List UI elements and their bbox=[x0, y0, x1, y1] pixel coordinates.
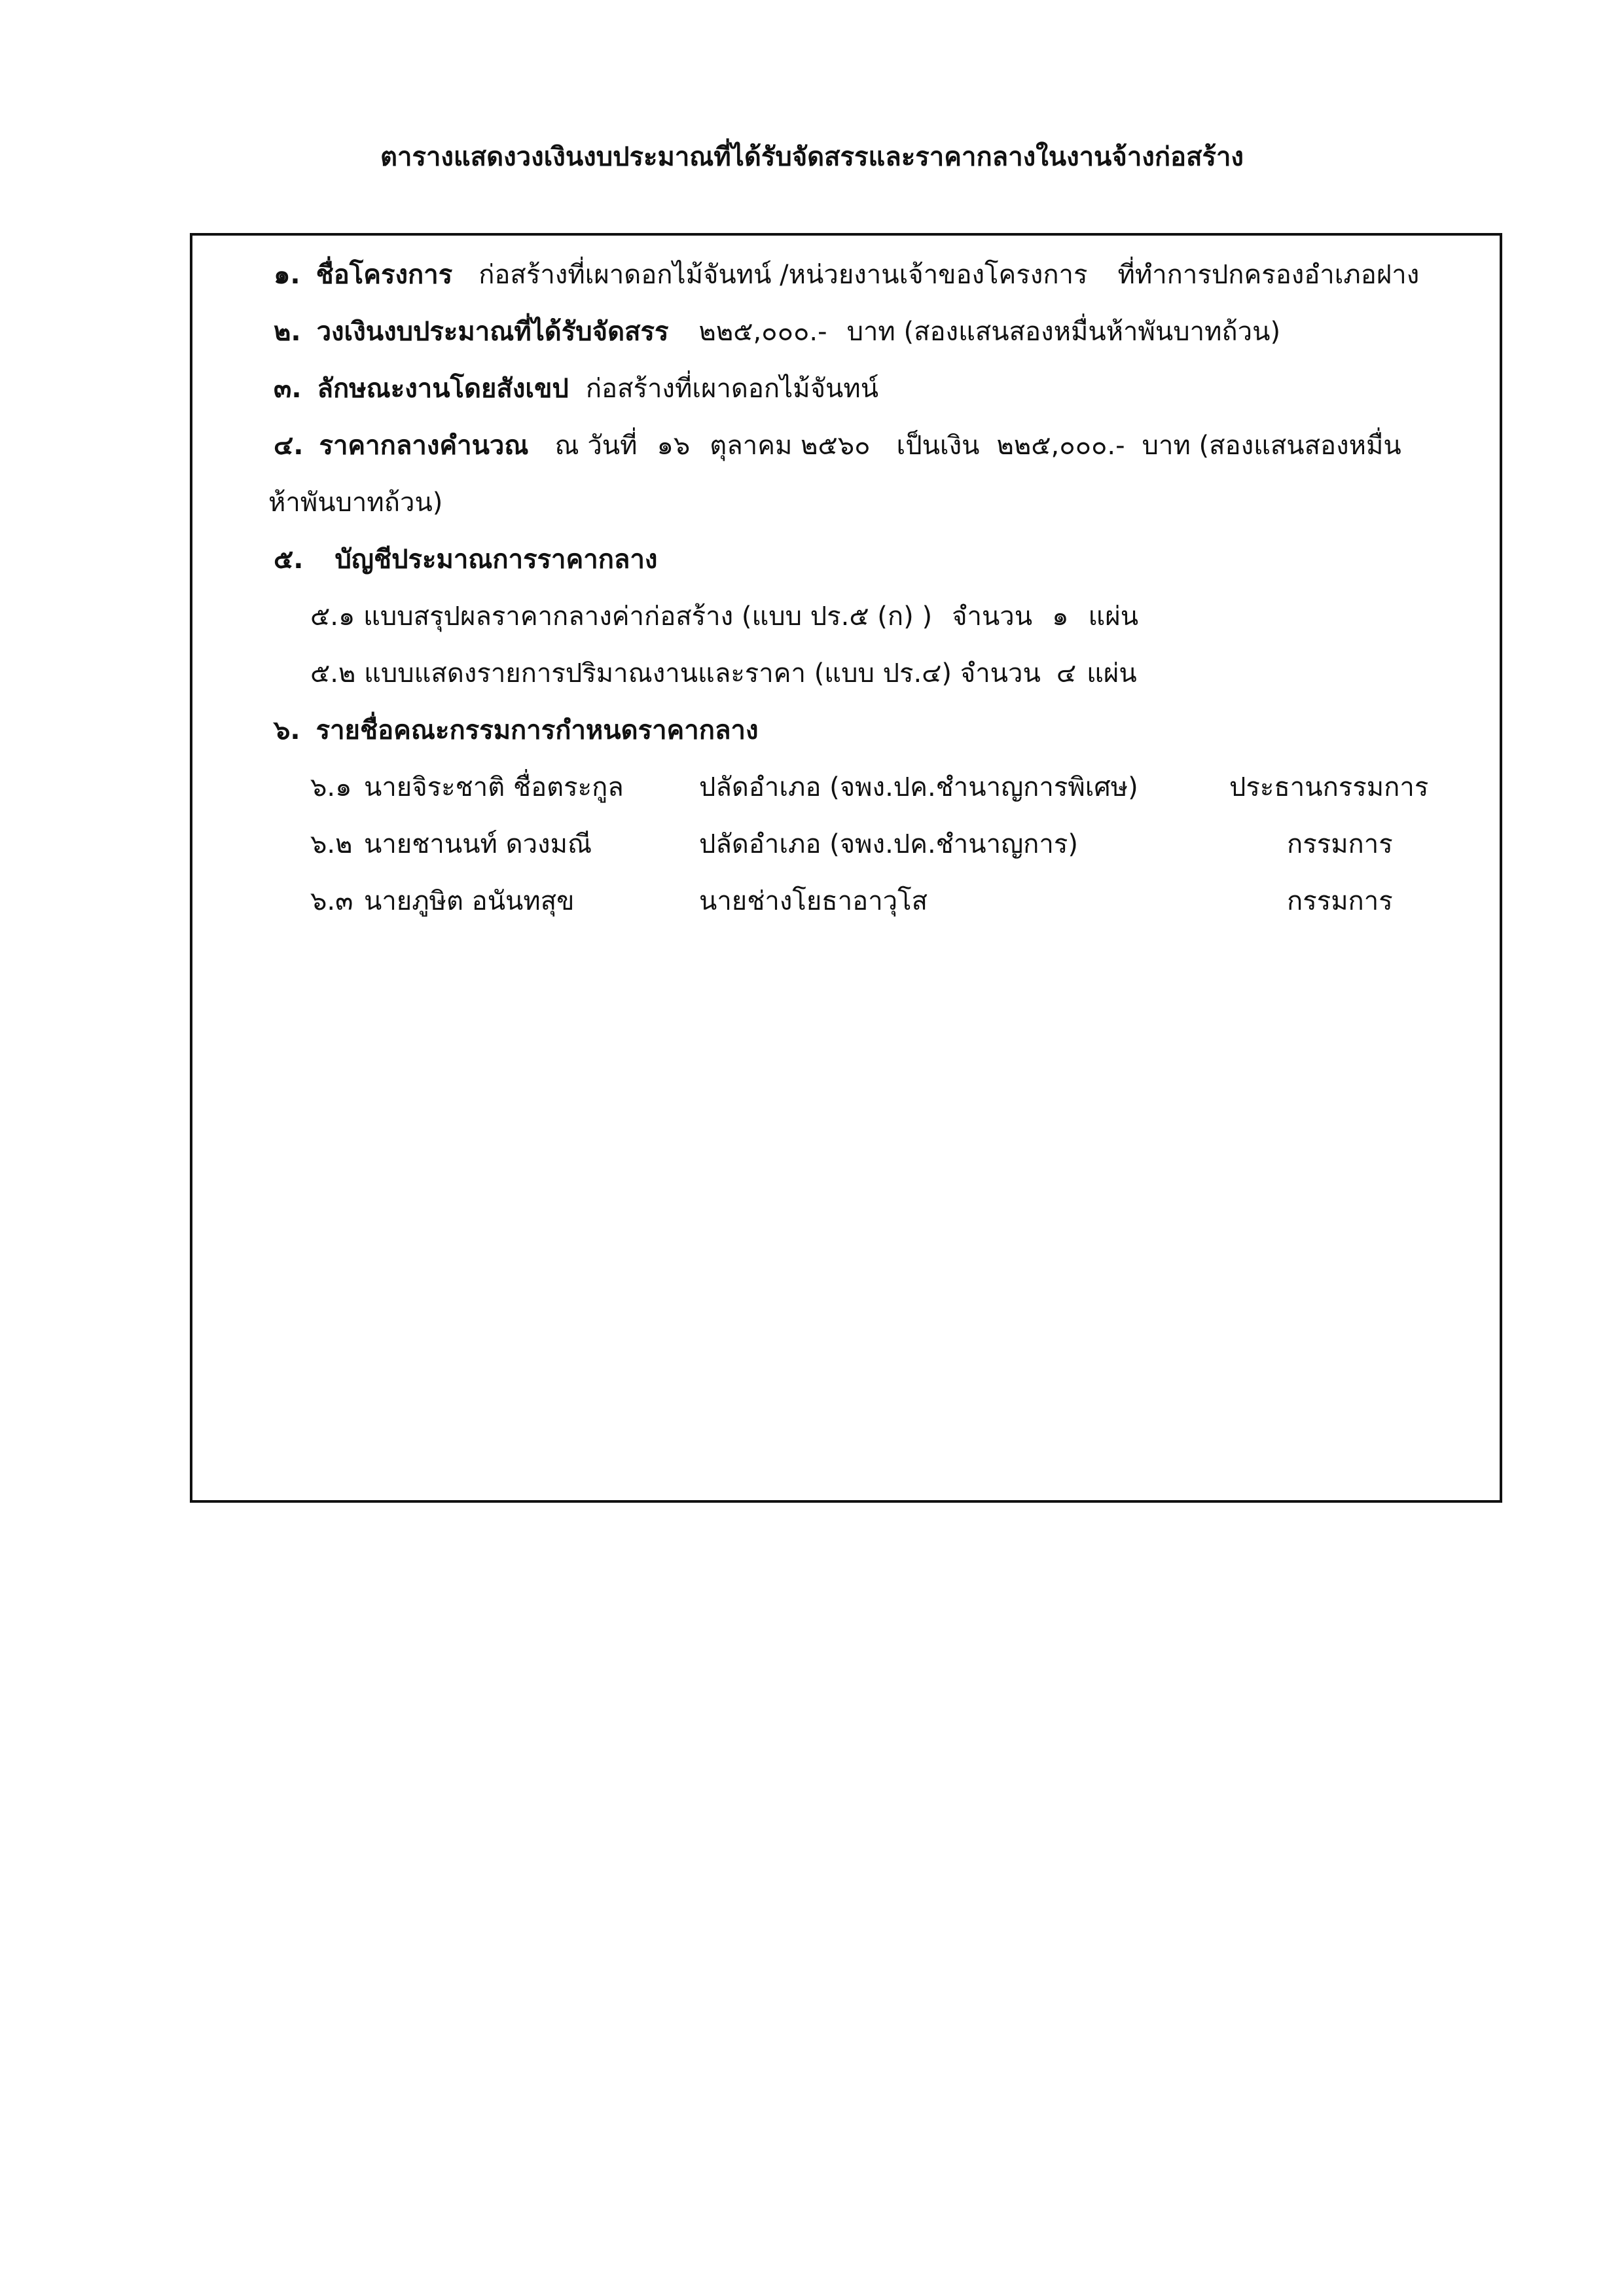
item-estimate-list bbox=[274, 540, 657, 579]
item-heading: ลักษณะงานโดยสังเขป bbox=[317, 374, 569, 404]
item-number: ๔. bbox=[274, 431, 304, 461]
member-position: นายช่างโยธาอาวุโส bbox=[699, 886, 928, 916]
date-month-year: ตุลาคม ๒๕๖๐ bbox=[710, 431, 871, 461]
content-frame bbox=[190, 233, 1502, 1503]
sub-item-count-label: จำนวน bbox=[952, 601, 1033, 632]
item-median-price bbox=[274, 426, 1401, 465]
member-number: ๖.๒ bbox=[310, 829, 353, 859]
member-name: นายภูษิต อนันทสุข bbox=[364, 886, 575, 916]
budget-amount-text: บาท (สองแสนสองหมื่นห้าพันบาทถ้วน) bbox=[846, 317, 1281, 347]
member-position: ปลัดอำเภอ (จพง.ปค.ชำนาญการ) bbox=[699, 829, 1078, 859]
sub-item-count: ๑ bbox=[1052, 601, 1069, 632]
sub-item-unit: แผ่น bbox=[1087, 658, 1137, 689]
item-heading: ราคากลางคำนวณ bbox=[319, 431, 529, 461]
sub-item-text: ๕.๒ แบบแสดงรายการปริมาณงานและราคา (แบบ ปร.๔) จำนวน bbox=[310, 658, 1041, 689]
item-committee bbox=[274, 711, 758, 750]
member-role: ประธานกรรมการ bbox=[1229, 772, 1429, 802]
item-heading: รายชื่อคณะกรรมการกำหนดราคากลาง bbox=[316, 715, 759, 745]
project-name-value: ก่อสร้างที่เผาดอกไม้จันทน์ /หน่วยงานเจ้าของโครงการ bbox=[478, 260, 1088, 290]
item-heading: ชื่อโครงการ bbox=[316, 260, 453, 290]
median-price-text-continued: ห้าพันบาทถ้วน) bbox=[268, 488, 443, 518]
estimate-sub-item-1 bbox=[310, 597, 1138, 636]
item-number: ๒. bbox=[274, 317, 301, 347]
member-number: ๖.๓ bbox=[310, 886, 353, 916]
median-price-amount: ๒๒๕,๐๐๐.- bbox=[996, 431, 1125, 461]
member-number: ๖.๑ bbox=[310, 772, 352, 802]
sub-item-count: ๔ bbox=[1056, 658, 1077, 689]
item-heading: วงเงินงบประมาณที่ได้รับจัดสรร bbox=[316, 317, 669, 347]
budget-amount: ๒๒๕,๐๐๐.- bbox=[698, 317, 827, 347]
item-median-price-continuation bbox=[268, 483, 442, 522]
document-title: ตารางแสดงวงเงินงบประมาณที่ได้รับจัดสรรและราคากลางในงานจ้างก่อสร้าง bbox=[380, 142, 1244, 172]
member-name: นายจิระชาติ ชื่อตระกูล bbox=[364, 772, 624, 802]
sub-item-unit: แผ่น bbox=[1088, 601, 1139, 632]
item-project-name bbox=[274, 255, 1419, 295]
estimate-sub-item-2 bbox=[310, 654, 1137, 693]
amount-label: เป็นเงิน bbox=[896, 431, 980, 461]
date-label: ณ วันที่ bbox=[554, 431, 638, 461]
item-number: ๑. bbox=[274, 260, 300, 290]
item-work-description bbox=[274, 369, 878, 408]
member-role: กรรมการ bbox=[1287, 886, 1393, 916]
median-price-text: บาท (สองแสนสองหมื่น bbox=[1142, 431, 1401, 461]
member-position: ปลัดอำเภอ (จพง.ปค.ชำนาญการพิเศษ) bbox=[699, 772, 1138, 802]
sub-item-text: ๕.๑ แบบสรุปผลราคากลางค่าก่อสร้าง (แบบ ปร.๕ (ก) ) bbox=[310, 601, 933, 632]
member-role: กรรมการ bbox=[1287, 829, 1393, 859]
item-number: ๕. bbox=[274, 545, 304, 575]
item-number: ๖. bbox=[274, 715, 300, 745]
item-budget bbox=[274, 312, 1280, 351]
project-owner-value: ที่ทำการปกครองอำเภอฝาง bbox=[1117, 260, 1420, 290]
member-name: นายชานนท์ ดวงมณี bbox=[364, 829, 592, 859]
item-number: ๓. bbox=[274, 374, 302, 404]
item-heading: บัญชีประมาณการราคากลาง bbox=[334, 545, 658, 575]
date-day: ๑๖ bbox=[657, 431, 691, 461]
work-description-value: ก่อสร้างที่เผาดอกไม้จันทน์ bbox=[585, 374, 879, 404]
